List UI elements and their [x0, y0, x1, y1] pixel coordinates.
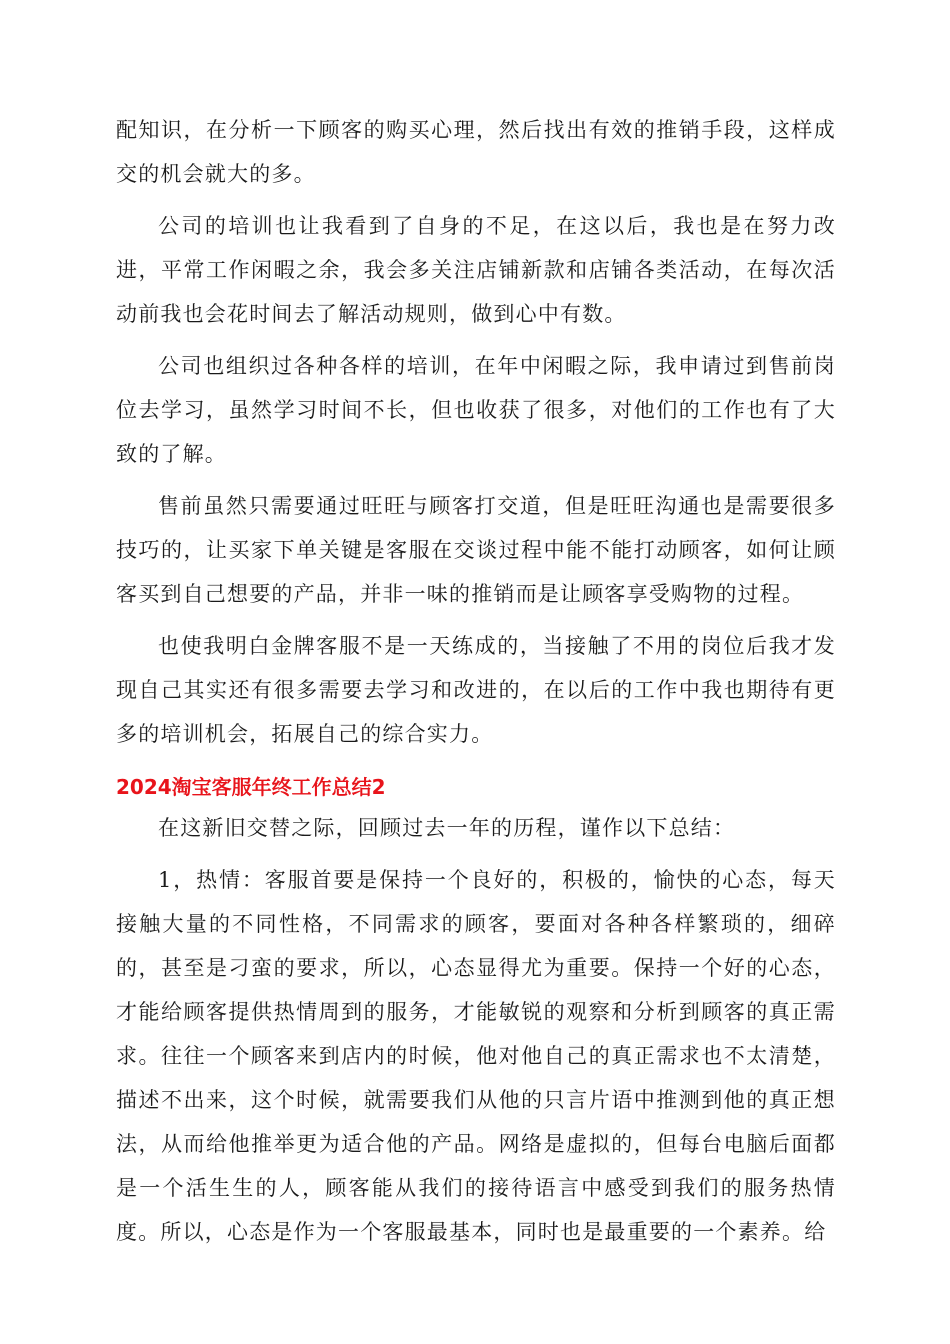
paragraph: 配知识，在分析一下顾客的购买心理，然后找出有效的推销手段，这样成交的机会就大的多。 — [116, 118, 836, 186]
document-page — [116, 108, 836, 1254]
paragraph: 售前虽然只需要通过旺旺与顾客打交道，但是旺旺沟通也是需要很多技巧的，让买家下单关键是客服在交谈过程中能不能打动顾客，如何让顾客买到自己想要的产品，并非一味的推销而是让顾客享受购物的过程。 — [116, 494, 836, 606]
paragraph: 公司的培训也让我看到了自身的不足，在这以后，我也是在努力改进，平常工作闲暇之余，我会多关注店铺新款和店铺各类活动，在每次活动前我也会花时间去了解活动规则，做到心中有数。 — [116, 214, 836, 326]
paragraph: 也使我明白金牌客服不是一天练成的，当接触了不用的岗位后我才发现自己其实还有很多需要去学习和改进的，在以后的工作中我也期待有更多的培训机会，拓展自己的综合实力。 — [116, 634, 836, 746]
paragraph: 公司也组织过各种各样的培训，在年中闲暇之际，我申请过到售前岗位去学习，虽然学习时间不长，但也收获了很多，对他们的工作也有了大致的了解。 — [116, 354, 836, 466]
paragraph: 在这新旧交替之际，回顾过去一年的历程，谨作以下总结： — [158, 816, 736, 840]
section-heading: 2024淘宝客服年终工作总结2 — [116, 775, 386, 799]
paragraph: 1，热情：客服首要是保持一个良好的，积极的，愉快的心态，每天接触大量的不同性格，不同需求的顾客，要面对各种各样繁琐的，细碎的，甚至是刁蛮的要求，所以，心态显得尤为重要。保持一个好的心态，才能给顾客提供热情周到的服务，才能敏锐的观察和分析到顾客的真正需求。往往一个顾客来到店内的时候，他对他自己的真正需求也不太清楚，描述不出来，这个时候，就需要我们从他的只言片语中推测到他的真正想法，从而给他推举更为适合他的产品。网络是虚拟的，但每台电脑后面都是一个活生生的人，顾客能从我们的接待语言中感受到我们的服务热情度。所以，心态是作为一个客服最基本，同时也是最重要的一个素养。给 — [116, 868, 836, 1244]
